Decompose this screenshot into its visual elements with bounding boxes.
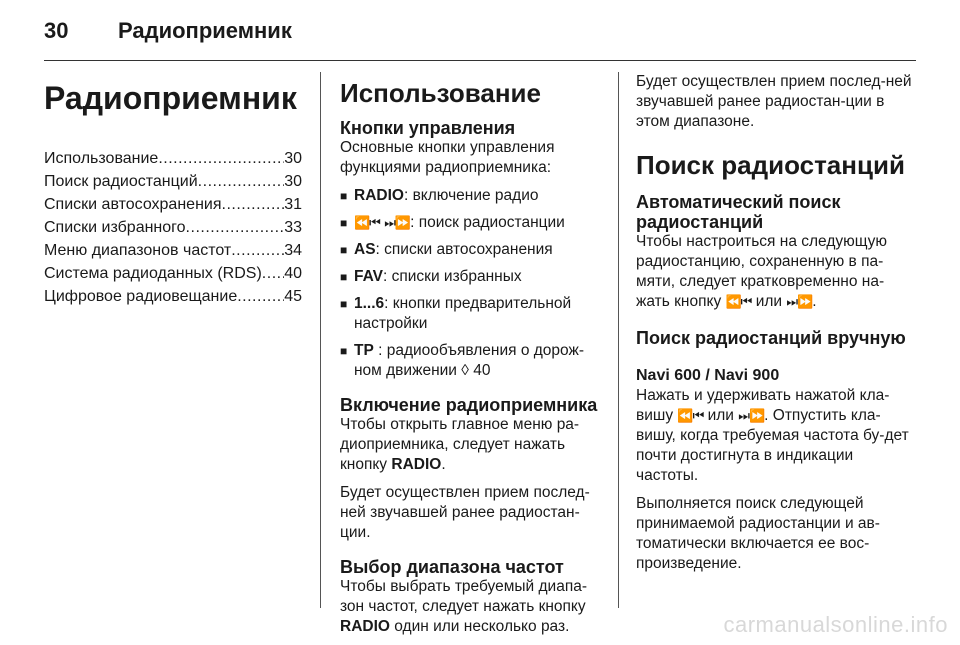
toc-entry[interactable]	[44, 170, 302, 193]
toc-entry[interactable]	[44, 193, 302, 216]
subsection-title: Поиск радиостанций вручную	[636, 328, 906, 348]
paragraph: Нажать и удерживать нажатой кла-вишу ⏪⏮ или ⏭⏩. Отпустить кла-вишу, когда требуемая частота бу-дет почти достигнута в индикации частоты.	[636, 387, 909, 484]
page-ref-icon: ◊	[461, 362, 469, 379]
list-item: ■ AS: списки автосохранения	[340, 241, 553, 258]
toc-leader	[237, 285, 284, 308]
toc-entry-title: Поиск радиостанций	[44, 173, 198, 190]
paragraph: Чтобы настроиться на следующую радиостанцию, сохраненную в па-мяти, следует кратковременно на-жать кнопку ⏪⏮ или ⏭⏩.	[636, 233, 888, 310]
search-column	[636, 72, 916, 582]
page-ref: 40	[473, 362, 491, 379]
toc-entry-page: 33	[284, 219, 302, 236]
toc-leader	[222, 193, 285, 216]
running-title: Радиоприемник	[118, 18, 292, 43]
bullet-square-icon: ■	[340, 189, 348, 203]
subsection-title: Включение радиоприемника	[340, 395, 598, 415]
toc-entry-title: Меню диапазонов частот	[44, 242, 232, 259]
toc-entry-title: Использование	[44, 150, 159, 167]
list-item: ■ TP : радиообъявления о дорож-ном движении ◊ 40	[340, 342, 585, 379]
paragraph: Основные кнопки управления функциями радиоприемника:	[340, 139, 555, 176]
list-item: ■ 1...6: кнопки предварительной настройки	[340, 295, 572, 332]
subsection-title: Автоматический поиск радиостанций	[636, 192, 841, 232]
bullet-square-icon: ■	[340, 270, 348, 284]
bullet-square-icon: ■	[340, 243, 348, 257]
seek-back-icon: ⏪⏮	[725, 294, 752, 309]
subsection-title: Кнопки управления	[340, 118, 516, 138]
usage-column	[340, 72, 602, 645]
toc-entry-page: 34	[284, 242, 302, 259]
toc-entry-page: 30	[284, 150, 302, 167]
toc-leader	[186, 216, 285, 239]
seek-forward-icon: ⏭⏩	[384, 215, 411, 230]
toc-list	[44, 147, 302, 308]
toc-entry-title: Списки автосохранения	[44, 196, 222, 213]
section-title: Поиск радиостанций	[636, 150, 905, 180]
toc-entry-title: Система радиоданных (RDS)	[44, 265, 262, 282]
toc-entry[interactable]	[44, 239, 302, 262]
toc-entry[interactable]	[44, 147, 302, 170]
toc-entry[interactable]	[44, 262, 302, 285]
toc-leader	[231, 239, 284, 262]
toc-column	[44, 72, 302, 308]
list-item: ■ RADIO: включение радио	[340, 187, 539, 204]
paragraph: Чтобы выбрать требуемый диапа-зон частот, следует нажать кнопку RADIO один или несколько раз.	[340, 578, 587, 635]
toc-entry-page: 31	[284, 196, 302, 213]
toc-entry-page: 30	[284, 173, 302, 190]
bullet-square-icon: ■	[340, 297, 348, 311]
toc-leader	[262, 262, 284, 285]
page-number: 30	[44, 18, 69, 43]
header-rule	[44, 60, 916, 61]
toc-entry[interactable]	[44, 216, 302, 239]
list-item: ■ ⏪⏮ ⏭⏩: поиск радиостанции	[340, 214, 565, 231]
bullet-square-icon: ■	[340, 216, 348, 230]
toc-entry-page: 40	[284, 265, 302, 282]
section-title: Использование	[340, 78, 541, 108]
seek-back-icon: ⏪⏮	[677, 408, 704, 423]
toc-entry-title: Списки избранного	[44, 219, 186, 236]
toc-entry[interactable]	[44, 285, 302, 308]
paragraph: Будет осуществлен прием послед-ней звучавшей ранее радиостан-ции в этом диапазоне.	[636, 73, 912, 130]
seek-back-icon: ⏪⏮	[354, 215, 380, 230]
subsection-title: Выбор диапазона частот	[340, 557, 564, 577]
column-divider	[618, 72, 619, 608]
bullet-square-icon: ■	[340, 344, 348, 358]
footer-watermark: carmanualsonline.info	[723, 612, 948, 637]
paragraph: Чтобы открыть главное меню ра-диоприемника, следует нажать кнопку RADIO.	[340, 416, 580, 473]
toc-leader	[158, 147, 284, 170]
seek-forward-icon: ⏭⏩	[786, 294, 813, 309]
column-divider	[320, 72, 321, 608]
toc-leader	[198, 170, 285, 193]
paragraph: Выполняется поиск следующей принимаемой радиостанции и ав-томатически включается ее вос-произведение.	[636, 495, 880, 572]
paragraph: Будет осуществлен прием послед-ней звучавшей ранее радиостан-ции.	[340, 484, 590, 541]
seek-forward-icon: ⏭⏩	[738, 408, 765, 423]
list-item: ■ FAV: списки избранных	[340, 268, 522, 285]
page-header	[44, 14, 916, 62]
toc-entry-title: Цифровое радиовещание	[44, 288, 238, 305]
model-heading: Navi 600 / Navi 900	[636, 367, 780, 384]
chapter-title: Радиоприемник	[44, 80, 297, 116]
toc-entry-page: 45	[284, 288, 302, 305]
